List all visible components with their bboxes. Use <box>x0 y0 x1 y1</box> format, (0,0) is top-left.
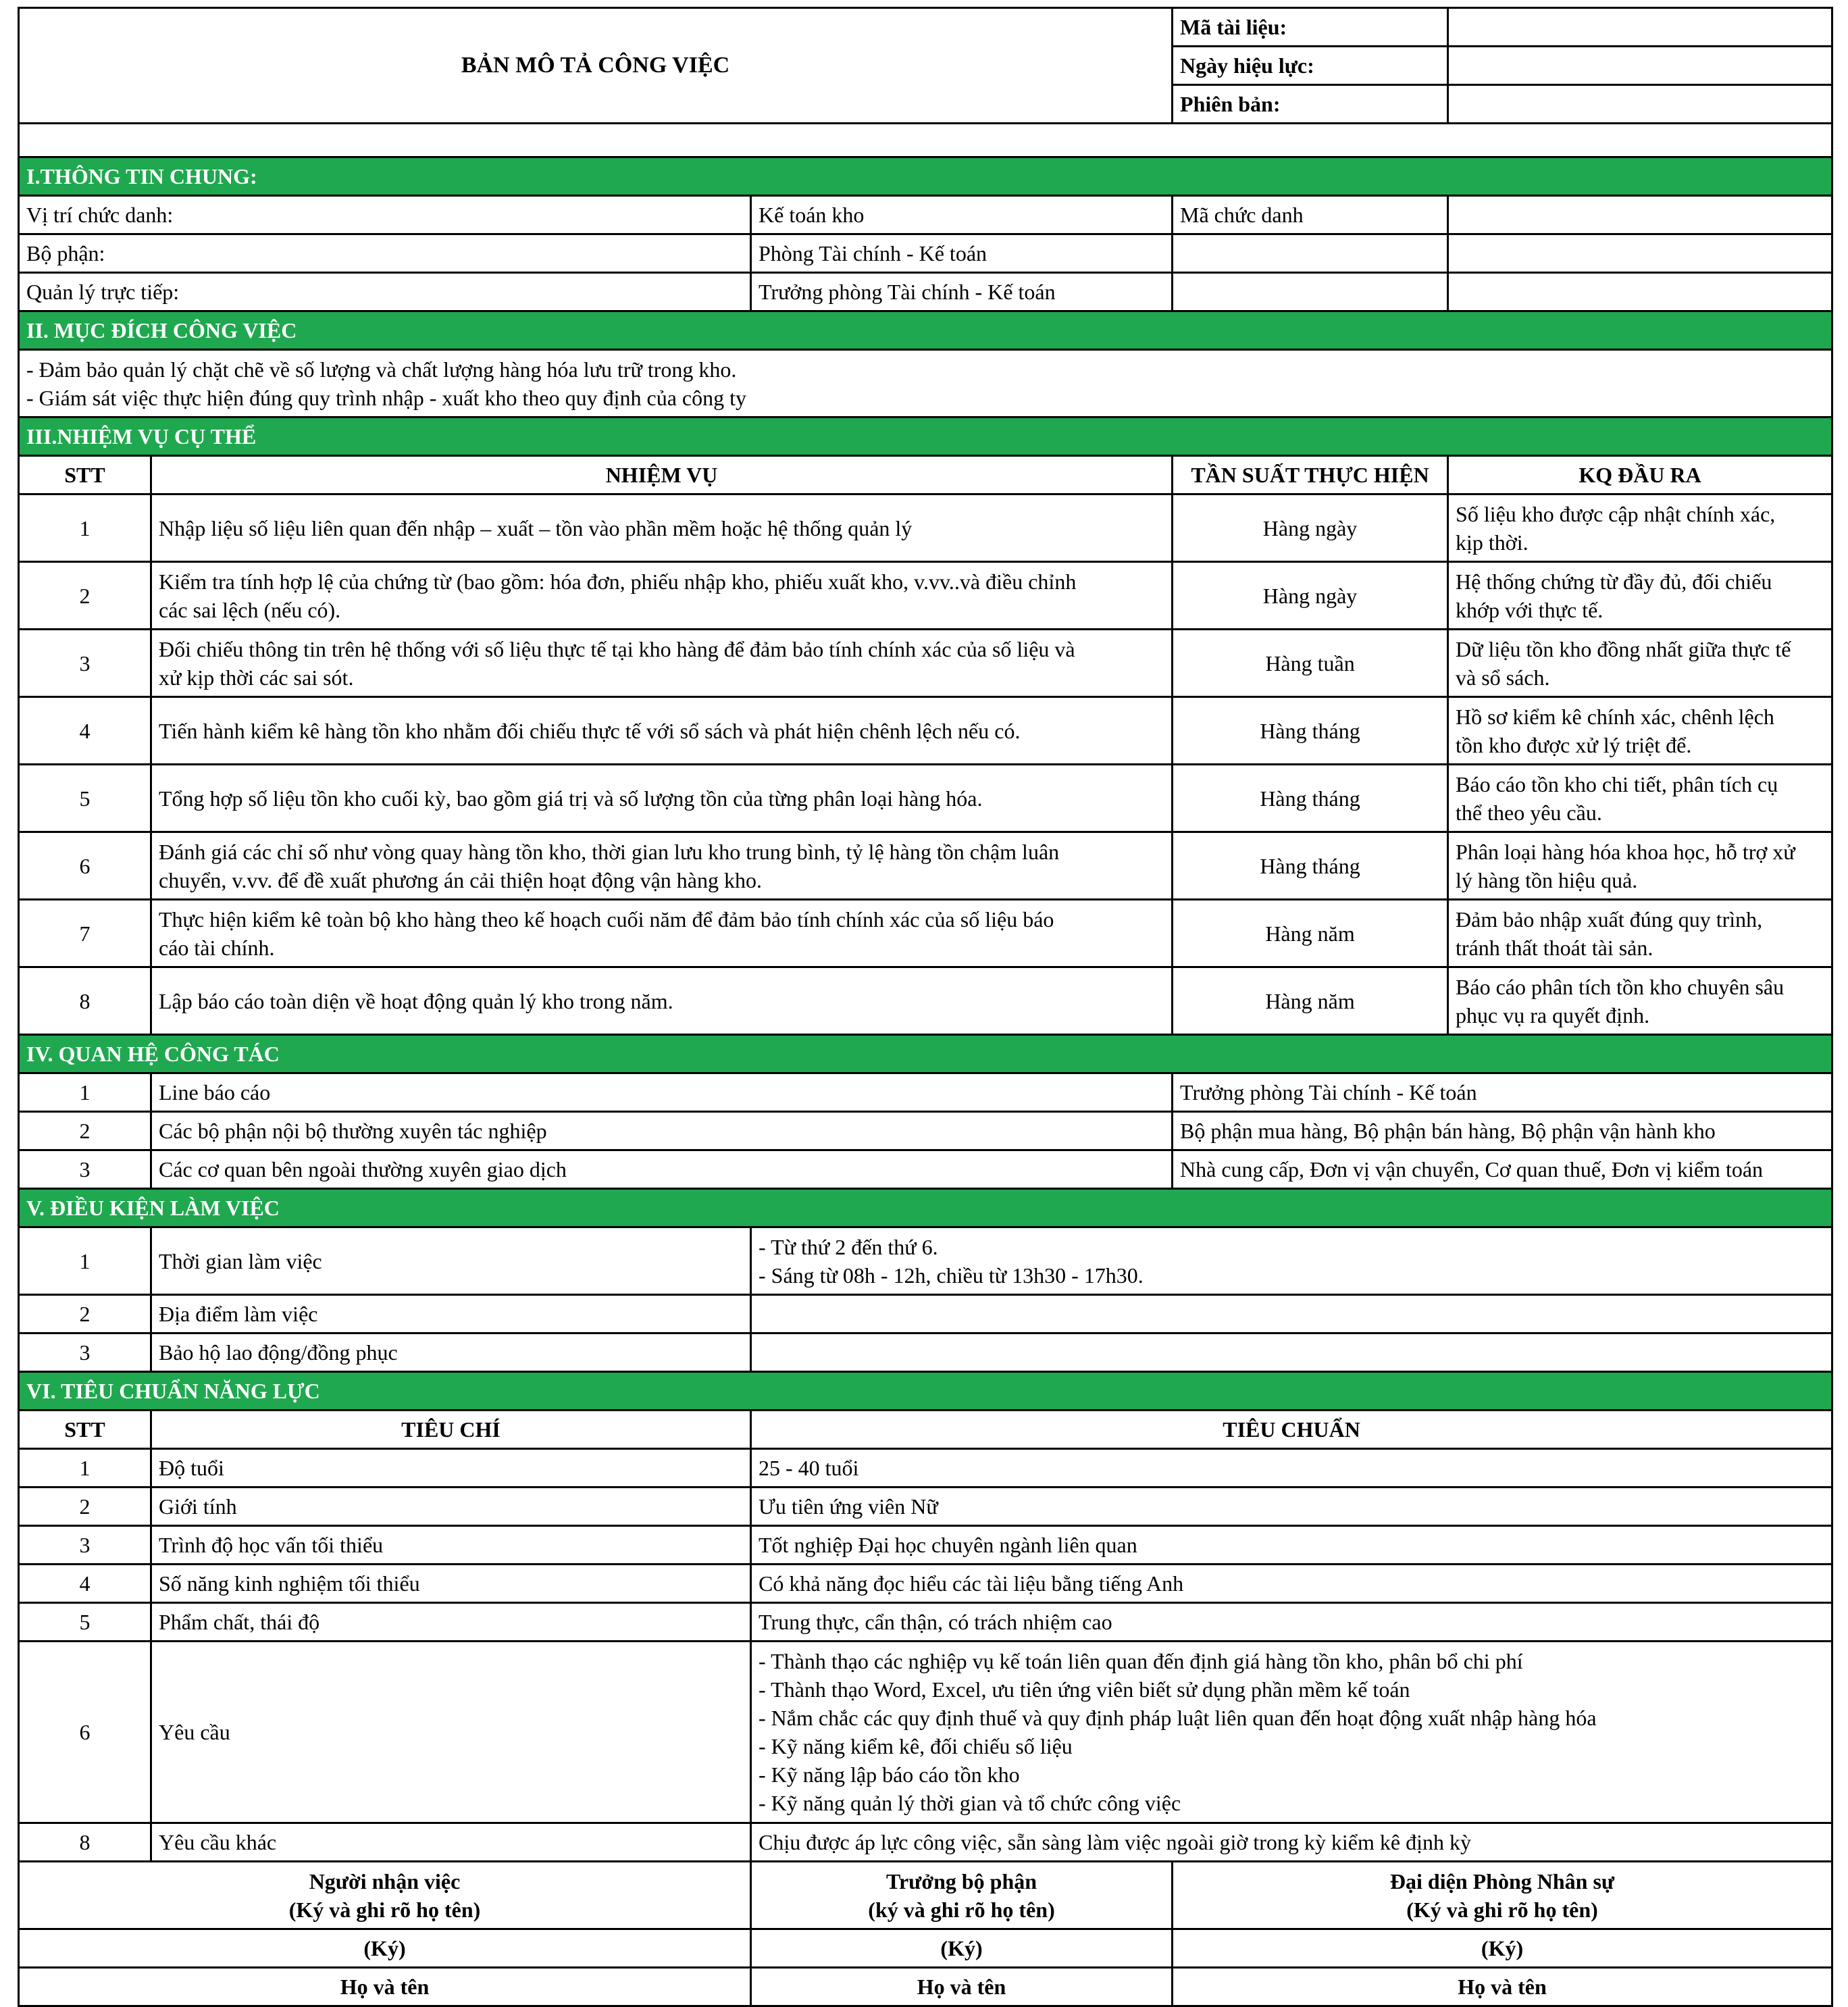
department-value: Phòng Tài chính - Kế toán <box>751 234 1173 273</box>
task-line: Kiểm tra tính hợp lệ của chứng từ (bao gồm: hóa đơn, phiếu nhập kho, phiếu xuất kho, v.vv..và điều chỉnh <box>159 569 1077 594</box>
col-task-header: NHIỆM VỤ <box>151 456 1173 494</box>
output-line: Hệ thống chứng từ đầy đủ, đối chiếu <box>1456 569 1772 594</box>
head-title: Trưởng bộ phận <box>886 1869 1037 1894</box>
col-stt-header: STT <box>19 1411 151 1449</box>
empty-cell <box>1448 234 1832 273</box>
task-frequency: Hàng tháng <box>1173 832 1448 900</box>
purpose-line: - Giám sát việc thực hiện đúng quy trình nhập - xuất kho theo quy định của công ty <box>26 385 746 410</box>
requirement-line: - Nắm chắc các quy định thuế và quy định pháp luật liên quan đến hoạt động xuất nhập hàng hóa <box>759 1706 1597 1730</box>
receiver-name-cell[interactable]: Họ và tên <box>19 1968 751 2006</box>
condition-label: Bảo hộ lao động/đồng phục <box>151 1333 751 1372</box>
competency-standard: Ưu tiên ứng viên Nữ <box>751 1488 1832 1526</box>
hr-sign-cell[interactable]: (Ký) <box>1173 1929 1832 1968</box>
competency-standard: Trung thực, cẩn thận, có trách nhiệm cao <box>751 1603 1832 1642</box>
task-output <box>1448 494 1832 562</box>
task-stt: 8 <box>19 967 151 1035</box>
col-criteria-header: TIÊU CHÍ <box>151 1411 751 1449</box>
competency-criteria: Độ tuổi <box>151 1449 751 1488</box>
task-frequency: Hàng tháng <box>1173 697 1448 765</box>
spacer-row <box>19 124 1832 157</box>
purpose-text <box>19 350 1832 417</box>
task-output <box>1448 967 1832 1035</box>
competency-standard: 25 - 40 tuổi <box>751 1449 1832 1488</box>
receiver-signature-header <box>19 1862 751 1929</box>
section-general-info-title: I.THÔNG TIN CHUNG: <box>19 157 1832 196</box>
head-sign-cell[interactable]: (Ký) <box>751 1929 1173 1968</box>
condition-value <box>751 1333 1832 1372</box>
task-line: cáo tài chính. <box>159 935 275 960</box>
condition-value <box>751 1227 1832 1295</box>
task-row <box>19 832 1832 900</box>
condition-value <box>751 1295 1832 1333</box>
output-line: lý hàng tồn hiệu quả. <box>1456 867 1638 892</box>
output-line: tồn kho được xử lý triệt để. <box>1456 732 1692 757</box>
task-line: chuyển, v.vv. để đề xuất phương án cải thiện hoạt động vận hàng kho. <box>159 867 762 892</box>
competency-standard: Tốt nghiệp Đại học chuyên ngành liên quan <box>751 1526 1832 1565</box>
section-purpose-title: II. MỤC ĐÍCH CÔNG VIỆC <box>19 311 1832 350</box>
competency-row <box>19 1526 1832 1565</box>
version-label: Phiên bản: <box>1173 85 1448 124</box>
empty-cell <box>1173 273 1448 311</box>
task-row <box>19 630 1832 697</box>
hr-title: Đại diện Phòng Nhân sự <box>1389 1869 1615 1894</box>
doc-code-value[interactable] <box>1448 8 1832 47</box>
output-line: kịp thời. <box>1456 530 1529 555</box>
requirement-list <box>751 1642 1832 1823</box>
requirement-stt: 6 <box>19 1642 151 1823</box>
col-frequency-header: TẦN SUẤT THỰC HIỆN <box>1173 456 1448 494</box>
competency-criteria: Trình độ học vấn tối thiểu <box>151 1526 751 1565</box>
task-description <box>151 494 1173 562</box>
col-output-header: KQ ĐẦU RA <box>1448 456 1832 494</box>
task-line: Lập báo cáo toàn diện về hoạt động quản lý kho trong năm. <box>159 988 673 1013</box>
competency-stt: 3 <box>19 1526 151 1565</box>
task-output <box>1448 765 1832 832</box>
output-line: Báo cáo tồn kho chi tiết, phân tích cụ <box>1456 771 1778 796</box>
condition-label: Thời gian làm việc <box>151 1227 751 1295</box>
relation-label: Các cơ quan bên ngoài thường xuyên giao dịch <box>151 1150 1173 1189</box>
position-code-value[interactable] <box>1448 196 1832 234</box>
head-name-cell[interactable]: Họ và tên <box>751 1968 1173 2006</box>
task-frequency: Hàng năm <box>1173 900 1448 967</box>
output-line: Phân loại hàng hóa khoa học, hỗ trợ xử <box>1456 839 1795 864</box>
task-row <box>19 967 1832 1035</box>
head-signature-header <box>751 1862 1173 1929</box>
task-line: Thực hiện kiểm kê toàn bộ kho hàng theo kế hoạch cuối năm để đảm bảo tính chính xác của số liệu báo <box>159 907 1054 932</box>
competency-stt: 5 <box>19 1603 151 1642</box>
competency-row <box>19 1565 1832 1603</box>
task-output <box>1448 697 1832 765</box>
task-output <box>1448 832 1832 900</box>
task-description <box>151 900 1173 967</box>
task-stt: 1 <box>19 494 151 562</box>
task-frequency: Hàng ngày <box>1173 562 1448 630</box>
requirement-line: - Thành thạo các nghiệp vụ kế toán liên quan đến định giá hàng tồn kho, phân bổ chi phí <box>759 1649 1523 1673</box>
relation-label: Line báo cáo <box>151 1073 1173 1112</box>
relation-row <box>19 1073 1832 1112</box>
output-line: thể theo yêu cầu. <box>1456 800 1602 825</box>
head-note: (ký và ghi rõ họ tên) <box>868 1897 1055 1922</box>
relation-value: Trưởng phòng Tài chính - Kế toán <box>1173 1073 1832 1112</box>
hr-note: (Ký và ghi rõ họ tên) <box>1406 1897 1598 1922</box>
condition-stt: 1 <box>19 1227 151 1295</box>
job-description-table <box>18 7 1833 2007</box>
task-description <box>151 697 1173 765</box>
col-standard-header: TIÊU CHUẨN <box>751 1411 1832 1449</box>
working-hours-line: - Sáng từ 08h - 12h, chiều từ 13h30 - 17h30. <box>759 1263 1144 1288</box>
task-description <box>151 765 1173 832</box>
condition-label: Địa điểm làm việc <box>151 1295 751 1333</box>
competency-row <box>19 1449 1832 1488</box>
position-label: Vị trí chức danh: <box>19 196 751 234</box>
document-title: BẢN MÔ TẢ CÔNG VIỆC <box>19 8 1173 124</box>
competency-criteria: Số năng kinh nghiệm tối thiểu <box>151 1565 751 1603</box>
task-stt: 2 <box>19 562 151 630</box>
task-row <box>19 562 1832 630</box>
task-frequency: Hàng năm <box>1173 967 1448 1035</box>
section-tasks-title: III.NHIỆM VỤ CỤ THỂ <box>19 417 1832 456</box>
output-line: Hồ sơ kiểm kê chính xác, chênh lệch <box>1456 704 1774 729</box>
task-frequency: Hàng ngày <box>1173 494 1448 562</box>
receiver-note: (Ký và ghi rõ họ tên) <box>288 1897 481 1922</box>
output-line: và sổ sách. <box>1456 665 1550 690</box>
manager-value: Trưởng phòng Tài chính - Kế toán <box>751 273 1173 311</box>
task-row <box>19 697 1832 765</box>
task-row <box>19 494 1832 562</box>
relation-value: Bộ phận mua hàng, Bộ phận bán hàng, Bộ phận vận hành kho <box>1173 1112 1832 1150</box>
condition-stt: 3 <box>19 1333 151 1372</box>
task-line: Đối chiếu thông tin trên hệ thống với số liệu thực tế tại kho hàng để đảm bảo tính chính xác của số liệu và <box>159 636 1075 661</box>
task-line: Đánh giá các chỉ số như vòng quay hàng tồn kho, thời gian lưu kho trung bình, tỷ lệ hàng tồn chậm luân <box>159 839 1060 864</box>
competency-row <box>19 1603 1832 1642</box>
relation-stt: 1 <box>19 1073 151 1112</box>
receiver-sign-cell[interactable]: (Ký) <box>19 1929 751 1968</box>
section-competency-title: VI. TIÊU CHUẨN NĂNG LỰC <box>19 1372 1832 1411</box>
working-days-line: - Từ thứ 2 đến thứ 6. <box>759 1234 938 1259</box>
requirement-label: Yêu cầu <box>151 1642 751 1823</box>
task-description <box>151 967 1173 1035</box>
task-row <box>19 900 1832 967</box>
position-value: Kế toán kho <box>751 196 1173 234</box>
task-line: Nhập liệu số liệu liên quan đến nhập – xuất – tồn vào phần mềm hoặc hệ thống quản lý <box>159 515 913 540</box>
col-stt-header: STT <box>19 456 151 494</box>
manager-label: Quản lý trực tiếp: <box>19 273 751 311</box>
task-frequency: Hàng tuần <box>1173 630 1448 697</box>
hr-name-cell[interactable]: Họ và tên <box>1173 1968 1832 2006</box>
competency-row <box>19 1488 1832 1526</box>
requirement-line: - Kỹ năng kiểm kê, đối chiếu số liệu <box>759 1734 1073 1758</box>
empty-cell <box>1173 234 1448 273</box>
task-row <box>19 765 1832 832</box>
task-stt: 4 <box>19 697 151 765</box>
task-output <box>1448 630 1832 697</box>
output-line: khớp với thực tế. <box>1456 597 1603 622</box>
task-description <box>151 630 1173 697</box>
output-line: Đảm bảo nhập xuất đúng quy trình, <box>1456 907 1763 932</box>
section-relations-title: IV. QUAN HỆ CÔNG TÁC <box>19 1035 1832 1073</box>
effective-date-label: Ngày hiệu lực: <box>1173 47 1448 85</box>
competency-standard: Có khả năng đọc hiểu các tài liệu bằng tiếng Anh <box>751 1565 1832 1603</box>
task-line: Tiến hành kiểm kê hàng tồn kho nhằm đối chiếu thực tế với sổ sách và phát hiện chênh lệch nếu có. <box>159 718 1021 743</box>
requirement-line: - Kỹ năng quản lý thời gian và tổ chức công việc <box>759 1791 1181 1815</box>
receiver-title: Người nhận việc <box>309 1869 461 1894</box>
relation-label: Các bộ phận nội bộ thường xuyên tác nghiệp <box>151 1112 1173 1150</box>
output-line: Số liệu kho được cập nhật chính xác, <box>1456 501 1776 526</box>
section-conditions-title: V. ĐIỀU KIỆN LÀM VIỆC <box>19 1189 1832 1227</box>
task-line: xử kịp thời các sai sót. <box>159 665 354 690</box>
task-frequency: Hàng tháng <box>1173 765 1448 832</box>
competency-stt: 2 <box>19 1488 151 1526</box>
task-line: Tổng hợp số liệu tồn kho cuối kỳ, bao gồm giá trị và số lượng tồn của từng phân loại hàng hóa. <box>159 786 983 811</box>
other-requirement-value: Chịu được áp lực công việc, sẵn sàng làm việc ngoài giờ trong kỳ kiểm kê định kỳ <box>751 1823 1832 1862</box>
requirement-line: - Kỹ năng lập báo cáo tồn kho <box>759 1762 1020 1787</box>
relation-value: Nhà cung cấp, Đơn vị vận chuyển, Cơ quan thuế, Đơn vị kiểm toán <box>1173 1150 1832 1189</box>
competency-criteria: Giới tính <box>151 1488 751 1526</box>
other-requirement-label: Yêu cầu khác <box>151 1823 751 1862</box>
task-stt: 7 <box>19 900 151 967</box>
other-requirement-stt: 8 <box>19 1823 151 1862</box>
empty-cell <box>1448 273 1832 311</box>
relation-row <box>19 1112 1832 1150</box>
relation-stt: 2 <box>19 1112 151 1150</box>
task-output <box>1448 900 1832 967</box>
task-stt: 5 <box>19 765 151 832</box>
competency-stt: 1 <box>19 1449 151 1488</box>
task-stt: 6 <box>19 832 151 900</box>
output-line: phục vụ ra quyết định. <box>1456 1002 1650 1027</box>
output-line: Báo cáo phân tích tồn kho chuyên sâu <box>1456 974 1785 999</box>
position-code-label: Mã chức danh <box>1173 196 1448 234</box>
condition-stt: 2 <box>19 1295 151 1333</box>
task-output <box>1448 562 1832 630</box>
relation-stt: 3 <box>19 1150 151 1189</box>
department-label: Bộ phận: <box>19 234 751 273</box>
version-value[interactable] <box>1448 85 1832 124</box>
requirement-line: - Thành thạo Word, Excel, ưu tiên ứng viên biết sử dụng phần mềm kế toán <box>759 1677 1410 1702</box>
output-line: Dữ liệu tồn kho đồng nhất giữa thực tế <box>1456 636 1791 661</box>
task-description <box>151 832 1173 900</box>
hr-signature-header <box>1173 1862 1832 1929</box>
task-stt: 3 <box>19 630 151 697</box>
relation-row <box>19 1150 1832 1189</box>
competency-criteria: Phẩm chất, thái độ <box>151 1603 751 1642</box>
competency-stt: 4 <box>19 1565 151 1603</box>
effective-date-value[interactable] <box>1448 47 1832 85</box>
doc-code-label: Mã tài liệu: <box>1173 8 1448 47</box>
purpose-line: - Đảm bảo quản lý chặt chẽ về số lượng và chất lượng hàng hóa lưu trữ trong kho. <box>26 357 737 382</box>
task-line: các sai lệch (nếu có). <box>159 597 341 622</box>
task-description <box>151 562 1173 630</box>
output-line: tránh thất thoát tài sản. <box>1456 935 1653 960</box>
